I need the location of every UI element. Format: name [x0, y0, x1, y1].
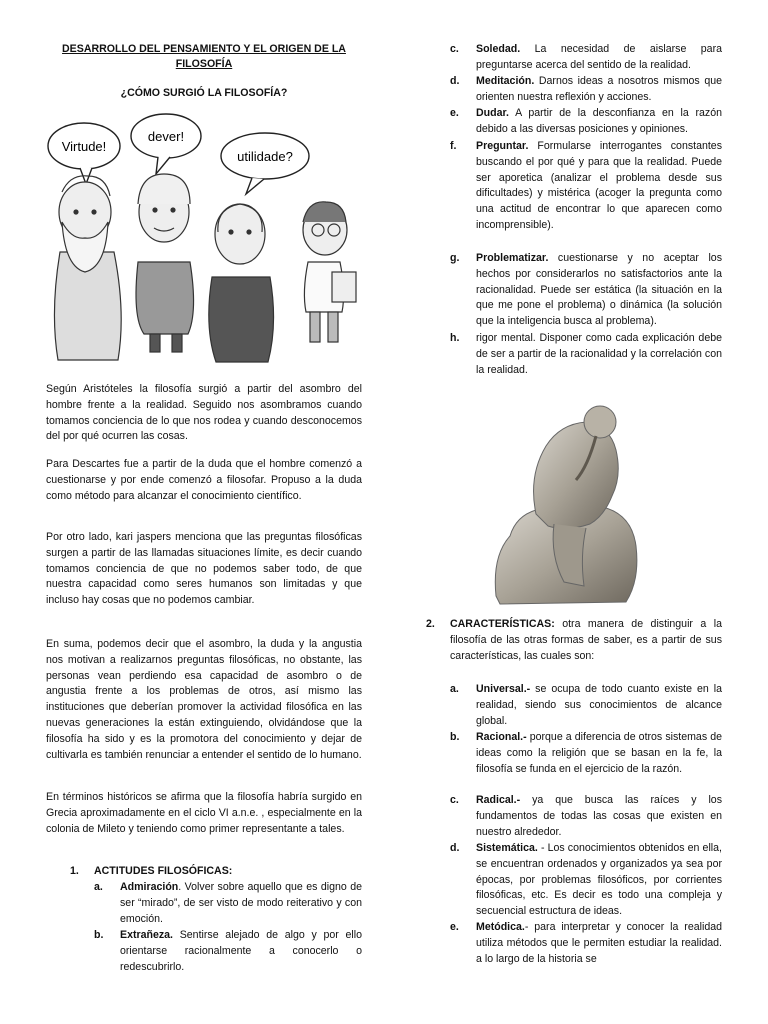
list-item-text: - Los conocimientos obtenidos en ella, se encuentran ordenados y organizados ya sea por épocas, por problemas filosóficos, por corrientes filosóficas, etc. Es decir es todo una compleja y secuencial estructura de ideas.: [476, 842, 722, 918]
list-item-text: porque a diferencia de otros sistemas de ideas como la religión que se basan en la fe, la filosofía se funda en el ejercicio de la razón.: [476, 731, 722, 775]
list-item: [450, 841, 722, 920]
speech-bubble-virtude: [48, 123, 120, 184]
list-item-label: e.: [450, 107, 459, 119]
list-item: [450, 74, 722, 106]
list-item-text: rigor mental. Disponer como cada explicación debe de ser a partir de la racionalidad y la correlación con la realidad.: [476, 332, 722, 376]
list-item-term: Racional.-: [476, 731, 527, 743]
paragraph-aristoteles: Según Aristóteles la filosofía surgió a partir del asombro del hombre frente a la realidad. Seguido nos asombramos cuando tomamos conciencia de lo que nos rodea y cuando desconocemos del por qué ocurren las cosas.: [46, 383, 362, 443]
list-item-term: Meditación.: [476, 75, 535, 87]
thinker-sculpture-image: [476, 396, 652, 608]
student-figure: [303, 202, 356, 342]
paragraph-jaspers: Por otro lado, kari jaspers menciona que las preguntas filosóficas surgen a partir de las llamadas situaciones límite, es decir cuando tomamos conciencia de que no podemos saber todo, de que nuestra capacidad como seres humanos son limitadas y que incluso hay cosas que no podemos cambiar.: [46, 531, 362, 607]
list-item: [450, 42, 722, 74]
section-2-number: 2.: [426, 618, 435, 630]
list-item: [450, 920, 722, 967]
list-item-term: Admiración: [120, 881, 179, 893]
list-item-label: g.: [450, 252, 460, 264]
list-item-label: c.: [450, 794, 459, 806]
list-item-label: e.: [450, 921, 459, 933]
list-item: [450, 682, 722, 729]
section-2-intro: otra manera de distinguir a la filosofía de las otras formas de saber, es a partir de sus características, las cuales son:: [450, 618, 722, 662]
list-item: [450, 106, 722, 138]
list-item-term: Preguntar.: [476, 140, 529, 152]
section-1-number: 1.: [70, 865, 79, 877]
bubble-text-virtude: Virtude!: [61, 139, 107, 154]
philosopher-figure-wig: [136, 174, 194, 352]
philosopher-figure-bald: [209, 204, 274, 362]
list-item-label: c.: [450, 43, 459, 55]
philosophers-cartoon-image: [40, 112, 370, 372]
list-item-text: A partir de la desconfianza en la razón debido a las diversas posiciones y opiniones.: [476, 107, 722, 135]
list-item-term: Metódica.: [476, 921, 525, 933]
list-item: [450, 793, 722, 840]
list-item-text: Formularse interrogantes constantes buscando el por qué y para que la realidad. Puede ser aporetica (analizar el problema desde sus dificultades) y mistérica (acoger la pregunta como una actitud de encontrar lo que aparecen como incomprensible).: [476, 140, 722, 231]
philosopher-figure-bearded: [54, 176, 121, 360]
section-2-heading: CARACTERÍSTICAS:: [450, 618, 555, 630]
bubble-text-dever: dever!: [147, 129, 185, 144]
list-item-text: La necesidad de aislarse para preguntarse acerca del sentido de la realidad.: [476, 43, 722, 71]
list-item-term: Dudar.: [476, 107, 509, 119]
list-item-label: d.: [450, 75, 460, 87]
list-item-text: Sentirse alejado de algo y por ello orientarse racionalmente a conocerlo o redescubrirlo.: [120, 929, 362, 973]
speech-bubble-utilidade: [221, 133, 309, 194]
bubble-text-utilidade: utilidade?: [237, 149, 293, 164]
list-item-label: h.: [450, 332, 460, 344]
list-item-term: Problematizar.: [476, 252, 549, 264]
list-item-text: Darnos ideas a nosotros mismos que orienten nuestra reflexión y acciones.: [476, 75, 722, 103]
speech-bubble-dever: [131, 114, 201, 174]
list-item: [450, 331, 722, 378]
section-1-heading: ACTITUDES FILOSÓFICAS:: [94, 865, 233, 877]
paragraph-en-suma: En suma, podemos decir que el asombro, la duda y la angustia nos motivan a realizarnos preguntas filosóficas, no obstante, las personas vean perdiendo esa capacidad de asombro o de angustia frente a los problemas de otros, así mismo las instituciones que deberían promover la actividad filosófica en las nuevas generaciones la están extinguiendo, olvidándose que la filosofía ha sido y es la promotora del conocimiento y dejar de cultivarla es también renunciar a entender el sentido de lo humano.: [46, 638, 362, 761]
paragraph-descartes: Para Descartes fue a partir de la duda que el hombre comenzó a cuestionarse y por ende comenzó a filosofar. Propuso a la duda como método para alcanzar el conocimiento científico.: [46, 458, 362, 502]
list-item-text: cuestionarse y no aceptar los hechos por considerarlos no satisfactorios ante la racionalidad. Puede ser estática (la situación en la que me pone el problema) o dinámica (la solución que la inteligencia busca al problema).: [476, 252, 722, 328]
list-item-text: - para interpretar y conocer la realidad utiliza métodos que le permiten estudiar la realidad. a lo largo de la historia se: [476, 921, 722, 965]
list-item-term: Extrañeza.: [120, 929, 173, 941]
list-item-term: Sistemática.: [476, 842, 538, 854]
list-item-text: . Volver sobre aquello que es digno de ser “mirado”, de ser visto de modo reiterativo y con emoción.: [120, 881, 362, 925]
list-item-label: b.: [94, 929, 104, 941]
list-item: [450, 730, 722, 777]
list-item-term: Soledad.: [476, 43, 521, 55]
list-item-label: d.: [450, 842, 460, 854]
list-item-term: Universal.-: [476, 683, 531, 695]
list-item-text: se ocupa de todo cuanto existe en la realidad, siendo sus conocimientos de alcance global.: [476, 683, 722, 727]
paragraph-historicos: En términos históricos se afirma que la filosofía habría surgido en Grecia aproximadamente en el ciclo VI a.n.e. , especialmente en la colonia de Mileto y teniendo como primer representante a tales.: [46, 791, 362, 835]
list-item-term: Radical.-: [476, 794, 521, 806]
section-2-block: [426, 617, 722, 664]
list-item-label: a.: [94, 881, 103, 893]
list-item-label: f.: [450, 140, 457, 152]
list-item: [94, 928, 362, 975]
list-item-text: ya que busca las raíces y los fundamentos de todas las cosas que existen en nuestro alrededor.: [476, 794, 722, 838]
list-item: [94, 880, 362, 927]
list-item: [450, 251, 722, 330]
list-item-label: a.: [450, 683, 459, 695]
list-item: [450, 139, 722, 234]
document-title: DESARROLLO DEL PENSAMIENTO Y EL ORIGEN DE LA FILOSOFÍA: [62, 43, 346, 70]
document-subtitle: ¿CÓMO SURGIÓ LA FILOSOFÍA?: [120, 87, 288, 99]
list-item-label: b.: [450, 731, 460, 743]
